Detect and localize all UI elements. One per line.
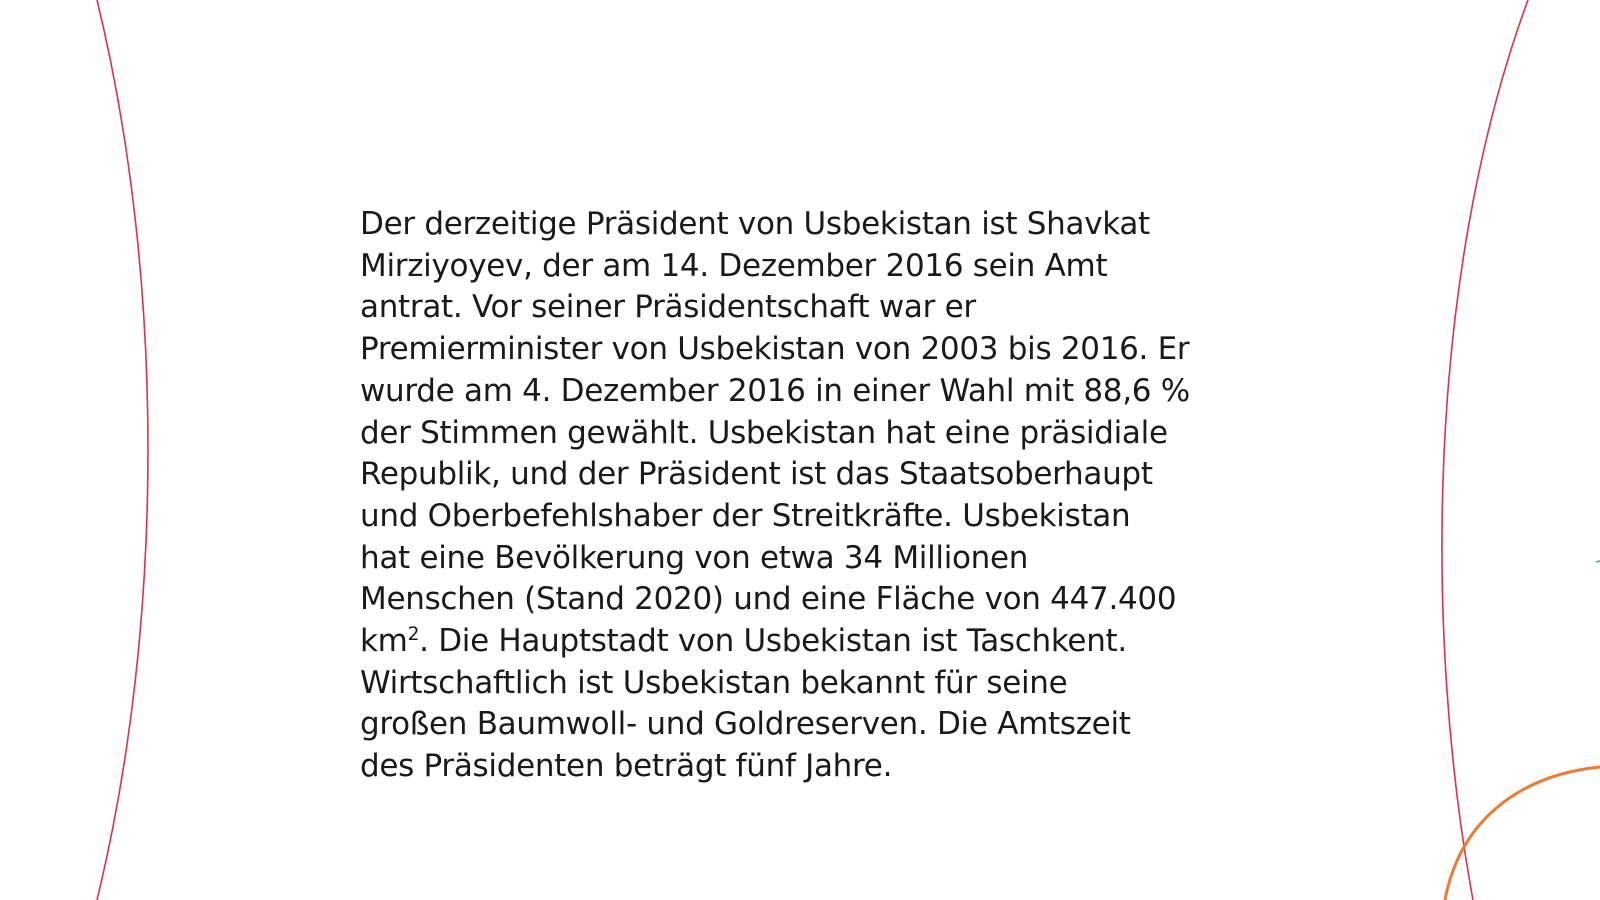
body-text: [360, 204, 1250, 788]
body-line: Der derzeitige Präsident von Usbekistan ist Shavkat: [360, 206, 1150, 242]
body-line-rest: . Die Hauptstadt von Usbekistan ist Taschkent.: [419, 623, 1127, 660]
body-line: großen Baumwoll- und Goldreserven. Die Amtszeit: [360, 706, 1131, 743]
left-curve-decoration: [97, 0, 148, 900]
body-line: der Stimmen gewählt. Usbekistan hat eine präsidiale: [360, 414, 1168, 451]
body-line: Menschen (Stand 2020) und eine Fläche von 447.400: [360, 581, 1177, 618]
area-unit: km: [360, 623, 408, 660]
body-line: antrat. Vor seiner Präsidentschaft war er: [360, 289, 976, 326]
body-line: Republik, und der Präsident ist das Staatsoberhaupt: [360, 456, 1153, 493]
body-line-area: [360, 621, 1250, 663]
body-line: Premierminister von Usbekistan von 2003 bis 2016. Er: [360, 331, 1190, 368]
teal-accent-decoration: [1596, 561, 1600, 562]
body-line: hat eine Bevölkerung von etwa 34 Millionen: [360, 539, 1029, 576]
right-curve-decoration: [1442, 0, 1528, 900]
area-unit-superscript: 2: [407, 623, 420, 645]
body-line: Wirtschaftlich ist Usbekistan bekannt für seine: [360, 664, 1068, 701]
orange-arc-decoration: [1445, 767, 1600, 900]
body-line: und Oberbefehlshaber der Streitkräfte. Usbekistan: [360, 497, 1131, 534]
body-line: des Präsidenten beträgt fünf Jahre.: [360, 748, 893, 785]
body-line: wurde am 4. Dezember 2016 in einer Wahl mit 88,6 %: [360, 372, 1190, 409]
body-line: Mirziyoyev, der am 14. Dezember 2016 sein Amt: [360, 247, 1108, 284]
